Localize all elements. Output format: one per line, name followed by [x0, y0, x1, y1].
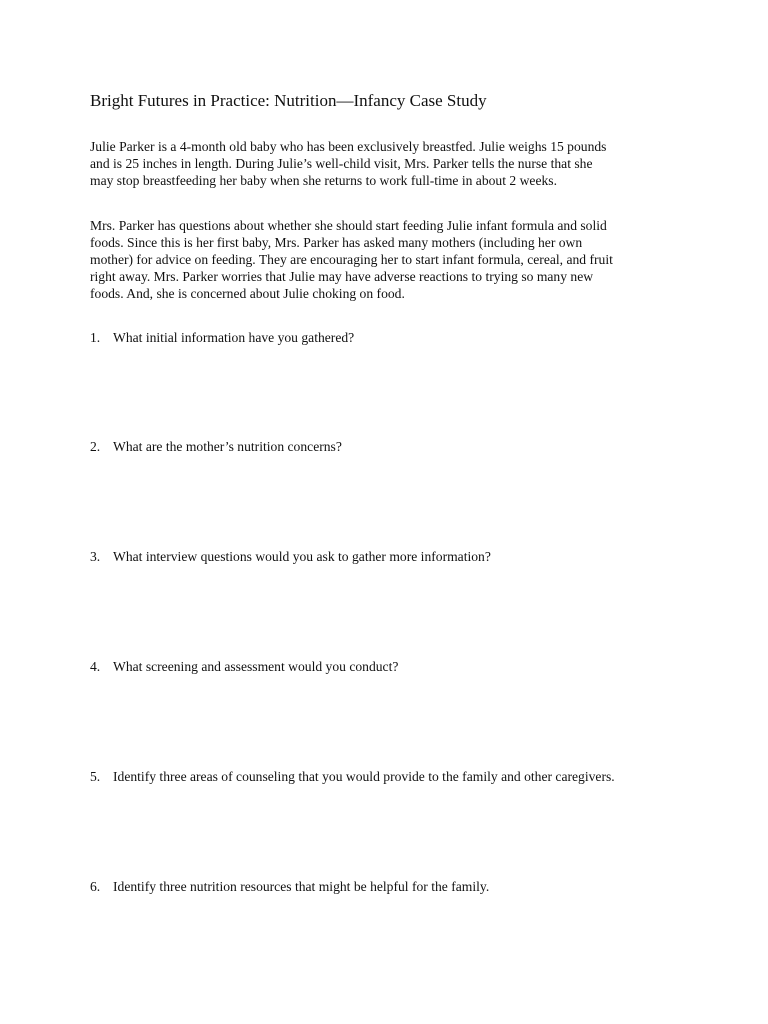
question-number: 1.	[90, 330, 101, 345]
question-text: Identify three nutrition resources that might be helpful for the family.	[113, 879, 490, 894]
question-number: 4.	[90, 659, 101, 674]
paragraph-line: may stop breastfeeding her baby when she returns to work full-time in about 2 weeks.	[90, 173, 557, 188]
question-number: 5.	[90, 769, 101, 784]
question-text: What interview questions would you ask to gather more information?	[113, 549, 491, 564]
paragraph-line: mother) for advice on feeding. They are encouraging her to start infant formula, cereal, and fruit	[90, 252, 613, 267]
question-text: What are the mother’s nutrition concerns?	[113, 439, 342, 454]
paragraph-line: right away. Mrs. Parker worries that Julie may have adverse reactions to trying so many new	[90, 269, 594, 284]
paragraph-line: and is 25 inches in length. During Julie’s well-child visit, Mrs. Parker tells the nurse that she	[90, 156, 593, 171]
paragraph-line: Julie Parker is a 4-month old baby who has been exclusively breastfed. Julie weighs 15 pounds	[90, 139, 607, 154]
question-4	[90, 658, 398, 675]
case-paragraph-2	[90, 217, 613, 302]
question-number: 3.	[90, 549, 101, 564]
case-paragraph-1	[90, 138, 606, 189]
question-5	[90, 768, 615, 785]
document-title: Bright Futures in Practice: Nutrition—Infancy Case Study	[90, 91, 487, 110]
question-1	[90, 329, 354, 346]
question-number: 2.	[90, 439, 101, 454]
paragraph-line: foods. Since this is her first baby, Mrs. Parker has asked many mothers (including her own	[90, 235, 583, 250]
question-text: What initial information have you gathered?	[113, 330, 355, 345]
question-text: What screening and assessment would you conduct?	[113, 659, 399, 674]
question-3	[90, 548, 491, 565]
paragraph-line: foods. And, she is concerned about Julie choking on food.	[90, 286, 405, 301]
question-6	[90, 878, 489, 895]
question-number: 6.	[90, 879, 101, 894]
question-text: Identify three areas of counseling that you would provide to the family and other caregivers.	[113, 769, 615, 784]
paragraph-line: Mrs. Parker has questions about whether she should start feeding Julie infant formula and solid	[90, 218, 607, 233]
question-2	[90, 438, 342, 455]
